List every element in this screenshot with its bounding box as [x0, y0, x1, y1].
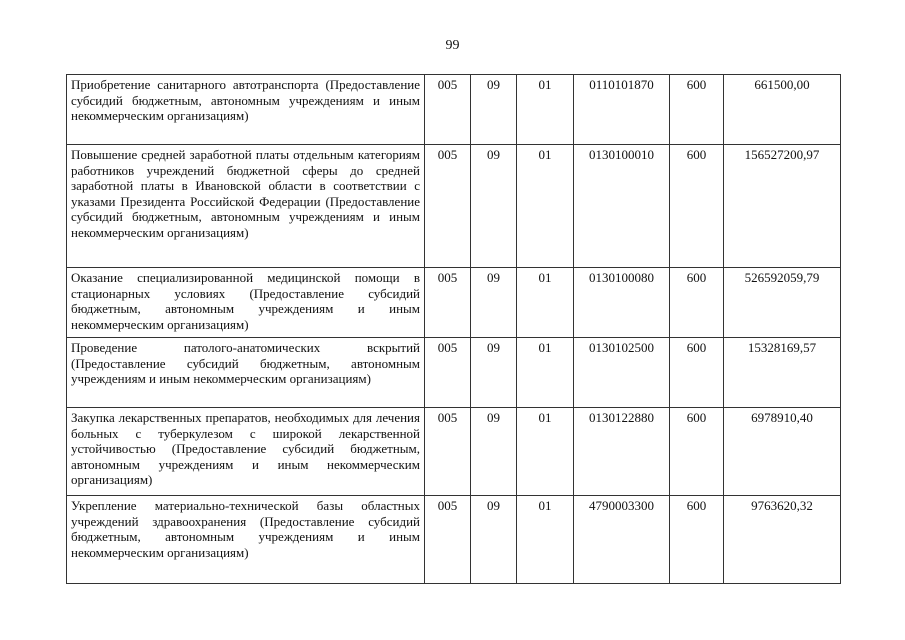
expense-type-code: 600: [670, 496, 724, 584]
section-code: 09: [471, 338, 517, 408]
amount: 6978910,40: [724, 408, 841, 496]
expense-name: Приобретение санитарного автотранспорта (Предоставление субсидий бюджетным, автономным учреждениям и иным некоммерческим организациям): [67, 75, 425, 145]
subsection-code: 01: [517, 338, 574, 408]
target-article-code: 0130102500: [574, 338, 670, 408]
amount: 9763620,32: [724, 496, 841, 584]
budget-table: [66, 74, 841, 584]
table-row: [67, 145, 841, 268]
expense-name: Закупка лекарственных препаратов, необходимых для лечения больных с туберкулезом с широкой лекарственной устойчивостью (Предоставление субсидий бюджетным, автономным учреждениям и иным некоммерческим организациям): [67, 408, 425, 496]
amount: 156527200,97: [724, 145, 841, 268]
grbs-code: 005: [425, 268, 471, 338]
page-number: 99: [445, 38, 460, 53]
subsection-code: 01: [517, 268, 574, 338]
grbs-code: 005: [425, 145, 471, 268]
amount: 526592059,79: [724, 268, 841, 338]
target-article-code: 0110101870: [574, 75, 670, 145]
expense-name: Проведение патолого-анатомических вскрытий (Предоставление субсидий бюджетным, автономным учреждениям и иным некоммерческим организациям): [67, 338, 425, 408]
expense-type-code: 600: [670, 268, 724, 338]
subsection-code: 01: [517, 408, 574, 496]
table-row: [67, 338, 841, 408]
target-article-code: 4790003300: [574, 496, 670, 584]
subsection-code: 01: [517, 75, 574, 145]
expense-type-code: 600: [670, 338, 724, 408]
expense-name: Повышение средней заработной платы отдельным категориям работников учреждений бюджетной сферы до средней заработной платы в Ивановской области в соответствии с указами Президента Российской Федерации (Предоставление субсидий бюджетным, автономным учреждениям и иным некоммерческим организациям): [67, 145, 425, 268]
subsection-code: 01: [517, 145, 574, 268]
section-code: 09: [471, 145, 517, 268]
table-row: [67, 408, 841, 496]
target-article-code: 0130100080: [574, 268, 670, 338]
target-article-code: 0130122880: [574, 408, 670, 496]
table-row: [67, 496, 841, 584]
amount: 15328169,57: [724, 338, 841, 408]
expense-type-code: 600: [670, 145, 724, 268]
section-code: 09: [471, 496, 517, 584]
expense-name: Укрепление материально-технической базы областных учреждений здравоохранения (Предоставление субсидий бюджетным, автономным учреждениям и иным некоммерческим организациям): [67, 496, 425, 584]
amount: 661500,00: [724, 75, 841, 145]
grbs-code: 005: [425, 496, 471, 584]
grbs-code: 005: [425, 408, 471, 496]
section-code: 09: [471, 75, 517, 145]
expense-type-code: 600: [670, 408, 724, 496]
section-code: 09: [471, 408, 517, 496]
expense-name: Оказание специализированной медицинской помощи в стационарных условиях (Предоставление субсидий бюджетным, автономным учреждениям и иным некоммерческим организациям): [67, 268, 425, 338]
grbs-code: 005: [425, 75, 471, 145]
target-article-code: 0130100010: [574, 145, 670, 268]
expense-type-code: 600: [670, 75, 724, 145]
grbs-code: 005: [425, 338, 471, 408]
subsection-code: 01: [517, 496, 574, 584]
table-row: [67, 75, 841, 145]
table-row: [67, 268, 841, 338]
section-code: 09: [471, 268, 517, 338]
